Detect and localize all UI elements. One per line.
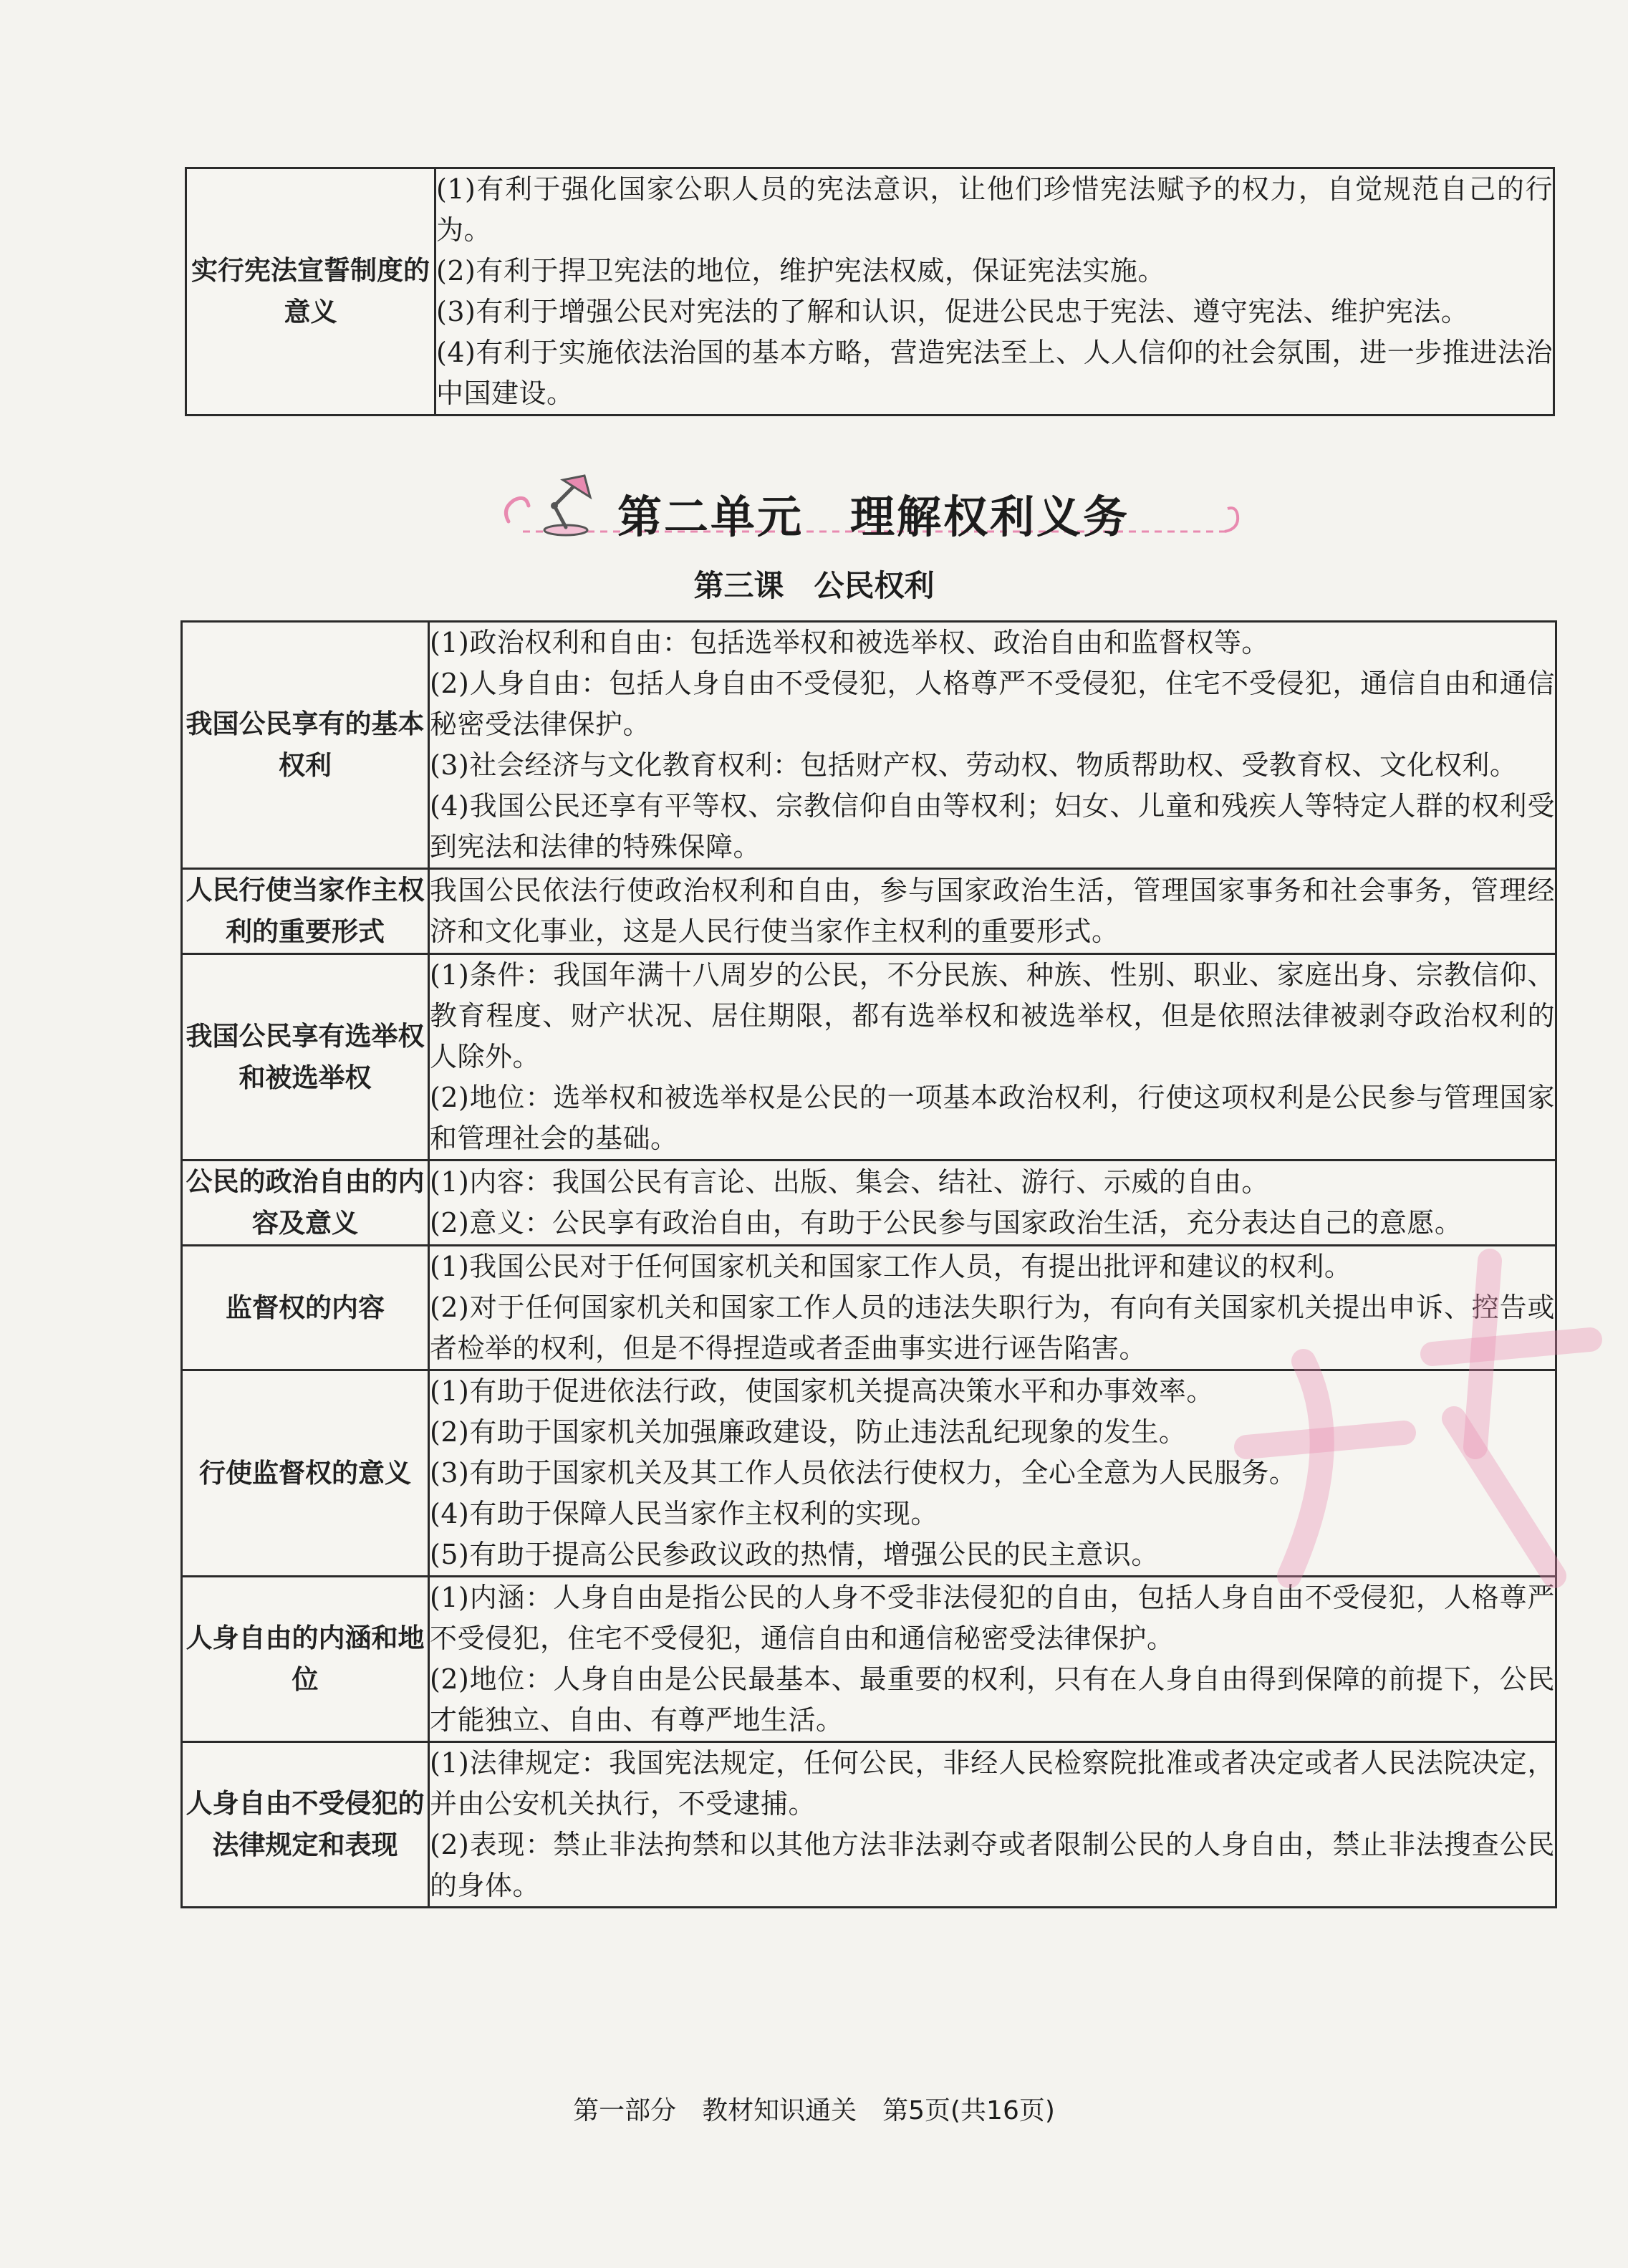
row-topic: 我国公民享有选举权和被选举权: [182, 954, 429, 1161]
content-line: (1)有助于促进依法行政，使国家机关提高决策水平和办事效率。: [430, 1375, 1214, 1407]
row-topic: 实行宪法宣誓制度的意义: [186, 168, 435, 415]
content-line: (4)有利于实施依法治国的基本方略，营造宪法至上、人人信仰的社会氛围，进一步推进法治中国建设。: [436, 337, 1553, 409]
content-line: (5)有助于提高公民参政议政的热情，增强公民的民主意识。: [430, 1539, 1159, 1570]
lesson-title: 第三课 公民权利: [693, 568, 935, 603]
content-line: (3)有利于增强公民对宪法的了解和认识，促进公民忠于宪法、遵守宪法、维护宪法。: [436, 296, 1469, 327]
table-row: [182, 1742, 1556, 1908]
content-line: (1)内涵：人身自由是指公民的人身不受非法侵犯的自由，包括人身自由不受侵犯，人格尊严不受侵犯，住宅不受侵犯，通信自由和通信秘密受法律保护。: [430, 1582, 1555, 1654]
lesson-knowledge-table: [180, 620, 1557, 1908]
table-row: [182, 1161, 1556, 1246]
content-line: (4)我国公民还享有平等权、宗教信仰自由等权利；妇女、儿童和残疾人等特定人群的权利受到宪法和法律的特殊保障。: [430, 790, 1555, 862]
table-row: [182, 1370, 1556, 1577]
content-line: (2)有助于国家机关加强廉政建设，防止违法乱纪现象的发生。: [430, 1416, 1187, 1448]
desk-lamp-icon: [544, 476, 590, 535]
table-row: [182, 622, 1556, 869]
row-topic: 行使监督权的意义: [182, 1370, 429, 1577]
content-line: (2)地位：人身自由是公民最基本、最重要的权利，只有在人身自由得到保障的前提下，公民才能独立、自由、有尊严地生活。: [430, 1663, 1555, 1736]
unit-title: 第二单元 理解权利义务: [617, 491, 1130, 543]
row-topic: 人身自由的内涵和地位: [182, 1577, 429, 1742]
content-line: (3)社会经济与文化教育权利：包括财产权、劳动权、物质帮助权、受教育权、文化权利。: [430, 749, 1518, 781]
row-content: [429, 954, 1556, 1161]
row-content: [429, 1577, 1556, 1742]
table-row: [182, 954, 1556, 1161]
top-knowledge-table: [185, 167, 1555, 416]
row-content: [429, 1161, 1556, 1246]
content-line: (1)有利于强化国家公职人员的宪法意识，让他们珍惜宪法赋予的权力，自觉规范自己的行为。: [436, 173, 1553, 246]
content-line: (1)我国公民对于任何国家机关和国家工作人员，有提出批评和建议的权利。: [430, 1251, 1352, 1282]
table-row: [186, 168, 1554, 415]
content-line: (2)有利于捍卫宪法的地位，维护宪法权威，保证宪法实施。: [436, 255, 1165, 287]
content-line: (2)意义：公民享有政治自由，有助于公民参与国家政治生活，充分表达自己的意愿。: [430, 1207, 1463, 1239]
page-footer: 第一部分 教材知识通关 第5页(共16页): [573, 2096, 1055, 2125]
row-topic: 监督权的内容: [182, 1246, 429, 1370]
content-line: (1)法律规定：我国宪法规定，任何公民，非经人民检察院批准或者决定或者人民法院决定，并由公安机关执行，不受逮捕。: [430, 1747, 1555, 1820]
content-line: (2)人身自由：包括人身自由不受侵犯，人格尊严不受侵犯，住宅不受侵犯，通信自由和通信秘密受法律保护。: [430, 668, 1555, 740]
row-content: [429, 1246, 1556, 1370]
row-content: [435, 168, 1554, 415]
row-topic: 人民行使当家作主权利的重要形式: [182, 869, 429, 954]
row-content: [429, 622, 1556, 869]
table-row: [182, 1577, 1556, 1742]
content-line: (2)表现：禁止非法拘禁和以其他方法非法剥夺或者限制公民的人身自由，禁止非法搜查公民的身体。: [430, 1829, 1555, 1901]
content-line: (1)内容：我国公民有言论、出版、集会、结社、游行、示威的自由。: [430, 1166, 1269, 1198]
content-line: (2)地位：选举权和被选举权是公民的一项基本政治权利，行使这项权利是公民参与管理国家和管理社会的基础。: [430, 1082, 1555, 1154]
content-line: 我国公民依法行使政治权利和自由，参与国家政治生活，管理国家事务和社会事务，管理经济和文化事业，这是人民行使当家作主权利的重要形式。: [430, 875, 1555, 947]
row-content: [429, 869, 1556, 954]
row-topic: 公民的政治自由的内容及意义: [182, 1161, 429, 1246]
content-line: (4)有助于保障人民当家作主权利的实现。: [430, 1498, 938, 1529]
content-line: (1)政治权利和自由：包括选举权和被选举权、政治自由和监督权等。: [430, 627, 1269, 658]
row-content: [429, 1742, 1556, 1908]
row-content: [429, 1370, 1556, 1577]
row-topic: 我国公民享有的基本权利: [182, 622, 429, 869]
content-line: (3)有助于国家机关及其工作人员依法行使权力，全心全意为人民服务。: [430, 1457, 1297, 1489]
row-topic: 人身自由不受侵犯的法律规定和表现: [182, 1742, 429, 1908]
table-row: [182, 869, 1556, 954]
content-line: (1)条件：我国年满十八周岁的公民，不分民族、种族、性别、职业、家庭出身、宗教信仰、教育程度、财产状况、居住期限，都有选举权和被选举权，但是依照法律被剥夺政治权利的人除外。: [430, 959, 1555, 1072]
table-row: [182, 1246, 1556, 1370]
content-line: (2)对于任何国家机关和国家工作人员的违法失职行为，有向有关国家机关提出申诉、控告或者检举的权利，但是不得捏造或者歪曲事实进行诬告陷害。: [430, 1292, 1555, 1364]
